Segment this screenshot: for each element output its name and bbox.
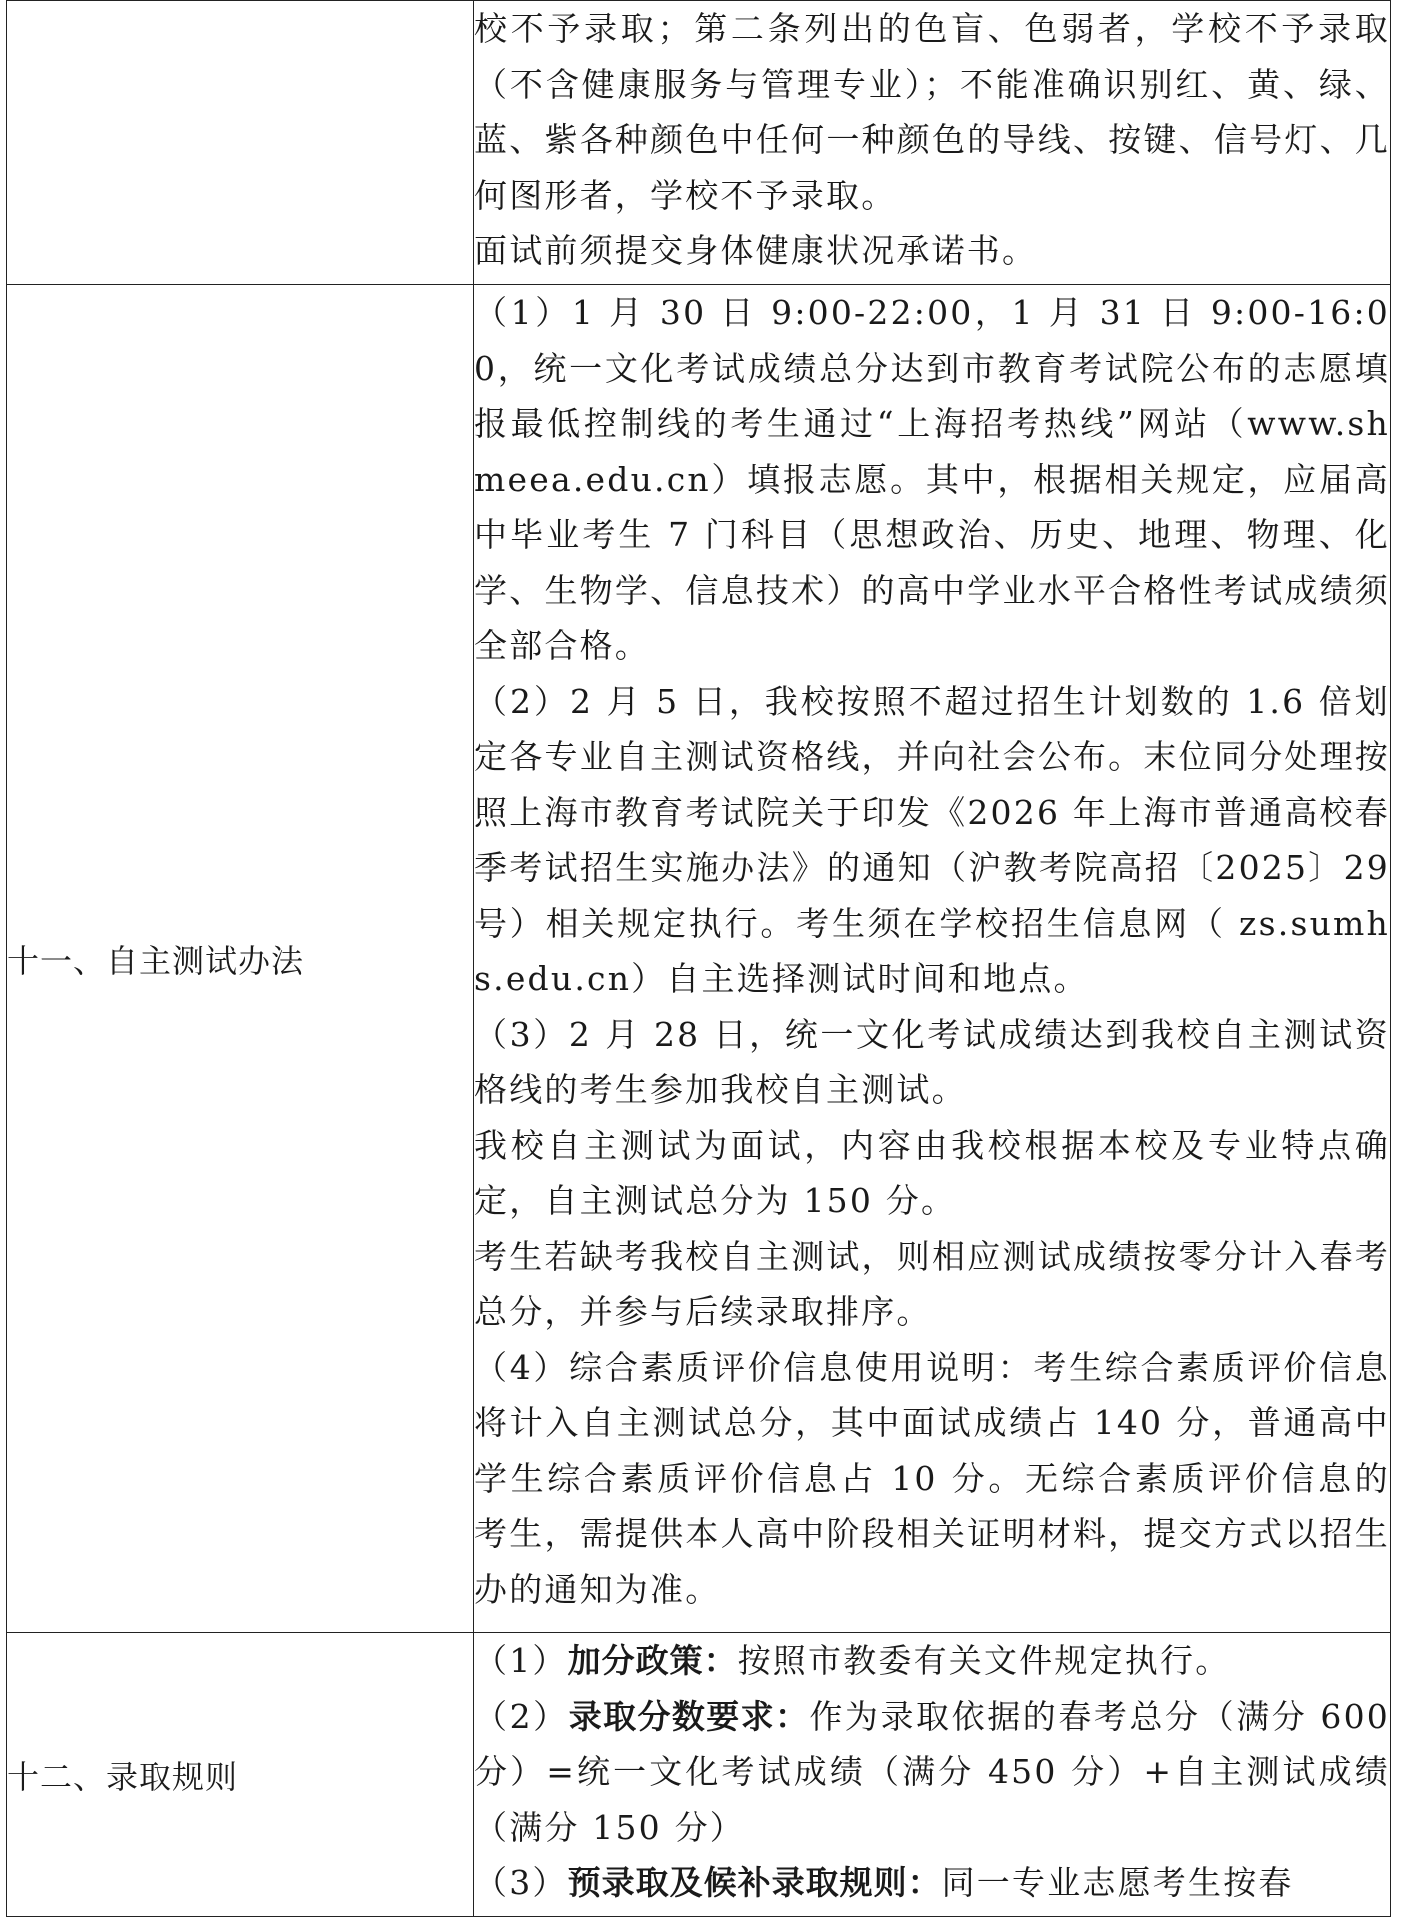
rule-item: [474, 1689, 1390, 1856]
table-row-section-12: [7, 1633, 1391, 1917]
table-row-section-11: [7, 285, 1391, 1633]
rule-text: 按照市教委有关文件规定执行。: [737, 1641, 1231, 1680]
paragraph: 校不予录取；第二条列出的色盲、色弱者，学校不予录取（不含健康服务与管理专业）；不能准确识别红、黄、绿、蓝、紫各种颜色中任何一种颜色的导线、按键、信号灯、几何图形者，学校不予录取。: [474, 9, 1390, 215]
admission-rules-table: [6, 0, 1391, 1917]
rule-title: 预录取及候补录取规则：: [567, 1863, 942, 1902]
rule-title: 加分政策：: [567, 1641, 738, 1680]
section-11-content: [474, 285, 1391, 1633]
paragraph: 面试前须提交身体健康状况承诺书。: [474, 231, 1038, 270]
paragraph: （4）综合素质评价信息使用说明：考生综合素质评价信息将计入自主测试总分，其中面试成绩占 140 分，普通高中学生综合素质评价信息占 10 分。无综合素质评价信息的考生，需提供本人高中阶段相关证明材料，提交方式以招生办的通知为准。: [474, 1347, 1390, 1609]
rule-text: 同一专业志愿考生按春: [941, 1863, 1294, 1902]
section-12-content: [474, 1633, 1391, 1917]
paragraph: （2）2 月 5 日，我校按照不超过招生计划数的 1.6 倍划定各专业自主测试资格线，并向社会公布。末位同分处理按照上海市教育考试院关于印发《2026 年上海市普通高校春季考试招生实施办法》的通知（沪教考院高招〔2025〕29 号）相关规定执行。考生须在学校招生信息网（ zs.sumhs.edu.cn）自主选择测试时间和地点。: [474, 681, 1390, 998]
section-heading: 十二、录取规则: [7, 1633, 474, 1917]
section-heading: 十一、自主测试办法: [7, 285, 474, 1633]
empty-heading-cell: [7, 1, 474, 285]
rule-prefix: （1）: [474, 1641, 568, 1680]
paragraph: （1）1 月 30 日 9:00-22:00，1 月 31 日 9:00-16:00，统一文化考试成绩总分达到市教育考试院公布的志愿填报最低控制线的考生通过“上海招考热线”网站（www.shmeea.edu.cn）填报志愿。其中，根据相关规定，应届高中毕业考生 7 门科目（思想政治、历史、地理、物理、化学、生物学、信息技术）的高中学业水平合格性考试成绩须全部合格。: [474, 293, 1390, 665]
rule-title: 录取分数要求：: [568, 1696, 810, 1736]
table-row-continuation: [7, 1, 1391, 285]
rule-text: 作为录取依据的春考总分（满分 600 分）=统一文化考试成绩（满分 450 分）+自主测试成绩（满分 150 分）: [474, 1696, 1390, 1847]
paragraph: （3）2 月 28 日，统一文化考试成绩达到我校自主测试资格线的考生参加我校自主测试。: [474, 1014, 1390, 1109]
rule-item: [474, 1855, 1390, 1911]
paragraph: 考生若缺考我校自主测试，则相应测试成绩按零分计入春考总分，并参与后续录取排序。: [474, 1236, 1390, 1331]
rule-prefix: （2）: [474, 1696, 569, 1736]
rule-item: [474, 1633, 1390, 1689]
rule-prefix: （3）: [474, 1863, 568, 1902]
continuation-cell: [474, 1, 1391, 285]
paragraph: 我校自主测试为面试，内容由我校根据本校及专业特点确定，自主测试总分为 150 分。: [474, 1125, 1390, 1220]
